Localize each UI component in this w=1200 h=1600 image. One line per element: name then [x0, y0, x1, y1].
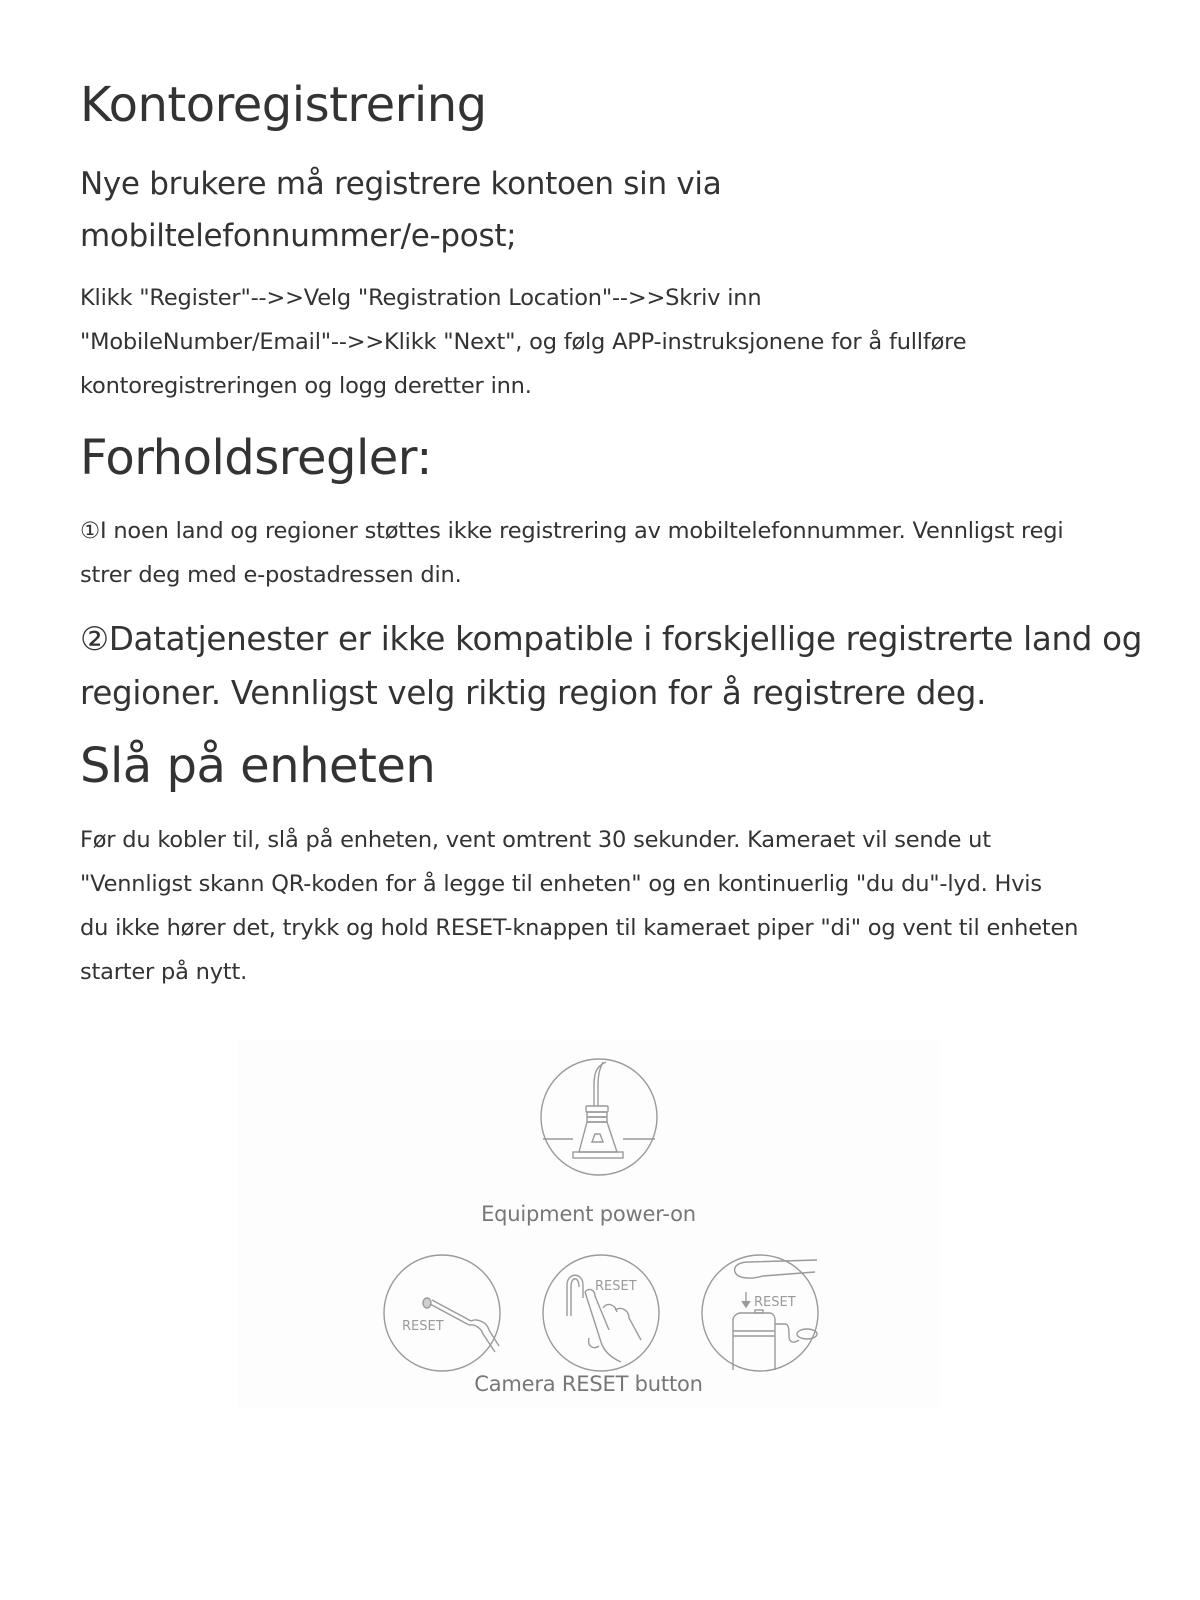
body-line: kontoregistreringen og logg deretter inn.: [80, 373, 532, 399]
lead-line: mobiltelefonnummer/e-post;: [80, 218, 517, 254]
heading-account-registration: Kontoregistrering: [80, 77, 487, 133]
precaution-note-1: [80, 509, 1120, 597]
heading-power-on-device: Slå på enheten: [80, 738, 436, 794]
lead-line: Nye brukere må registrere kontoen sin via: [80, 166, 722, 202]
reset-label-1: RESET: [402, 1319, 444, 1334]
precaution-note-2: [80, 612, 1143, 720]
reset-label-2: RESET: [595, 1279, 637, 1294]
power-reset-illustration: [237, 1040, 940, 1408]
finger-press-reset-icon: [543, 1255, 659, 1371]
reset-label-3: RESET: [754, 1295, 796, 1310]
camera-reset-caption: Camera RESET button: [474, 1372, 703, 1396]
body-line: starter på nytt.: [80, 959, 248, 985]
camera-reset-button-icon: [702, 1255, 818, 1371]
body-line: "Vennligst skann QR-koden for å legge til enheten" og en kontinuerlig "du du"-lyd. Hvis: [80, 871, 1042, 897]
body-line: strer deg med e-postadressen din.: [80, 562, 462, 588]
body-line: Klikk "Register"-->>Velg "Registration Location"-->>Skriv inn: [80, 285, 762, 311]
body-line: "MobileNumber/Email"-->>Klikk "Next", og følg APP-instruksjonene for å fullføre: [80, 329, 967, 355]
power-on-caption: Equipment power-on: [481, 1202, 696, 1226]
power-plug-icon: [541, 1059, 657, 1175]
reset-pin-icon: [384, 1255, 500, 1371]
body-line: Før du kobler til, slå på enheten, vent omtrent 30 sekunder. Kameraet vil sende ut: [80, 827, 991, 853]
body-line: ①I noen land og regioner støttes ikke registrering av mobiltelefonnummer. Vennligst regi: [80, 518, 1064, 544]
power-on-instructions: [80, 818, 1120, 994]
account-registration-lead: [80, 158, 1120, 262]
lead-line: ②Datatjenester er ikke kompatible i forskjellige registrerte land og: [80, 620, 1143, 658]
heading-precautions: Forholdsregler:: [80, 430, 432, 486]
lead-line: regioner. Vennligst velg riktig region for å registrere deg.: [80, 674, 987, 712]
account-registration-steps: [80, 276, 1120, 408]
body-line: du ikke hører det, trykk og hold RESET-knappen til kameraet piper "di" og vent til enheten: [80, 915, 1079, 941]
